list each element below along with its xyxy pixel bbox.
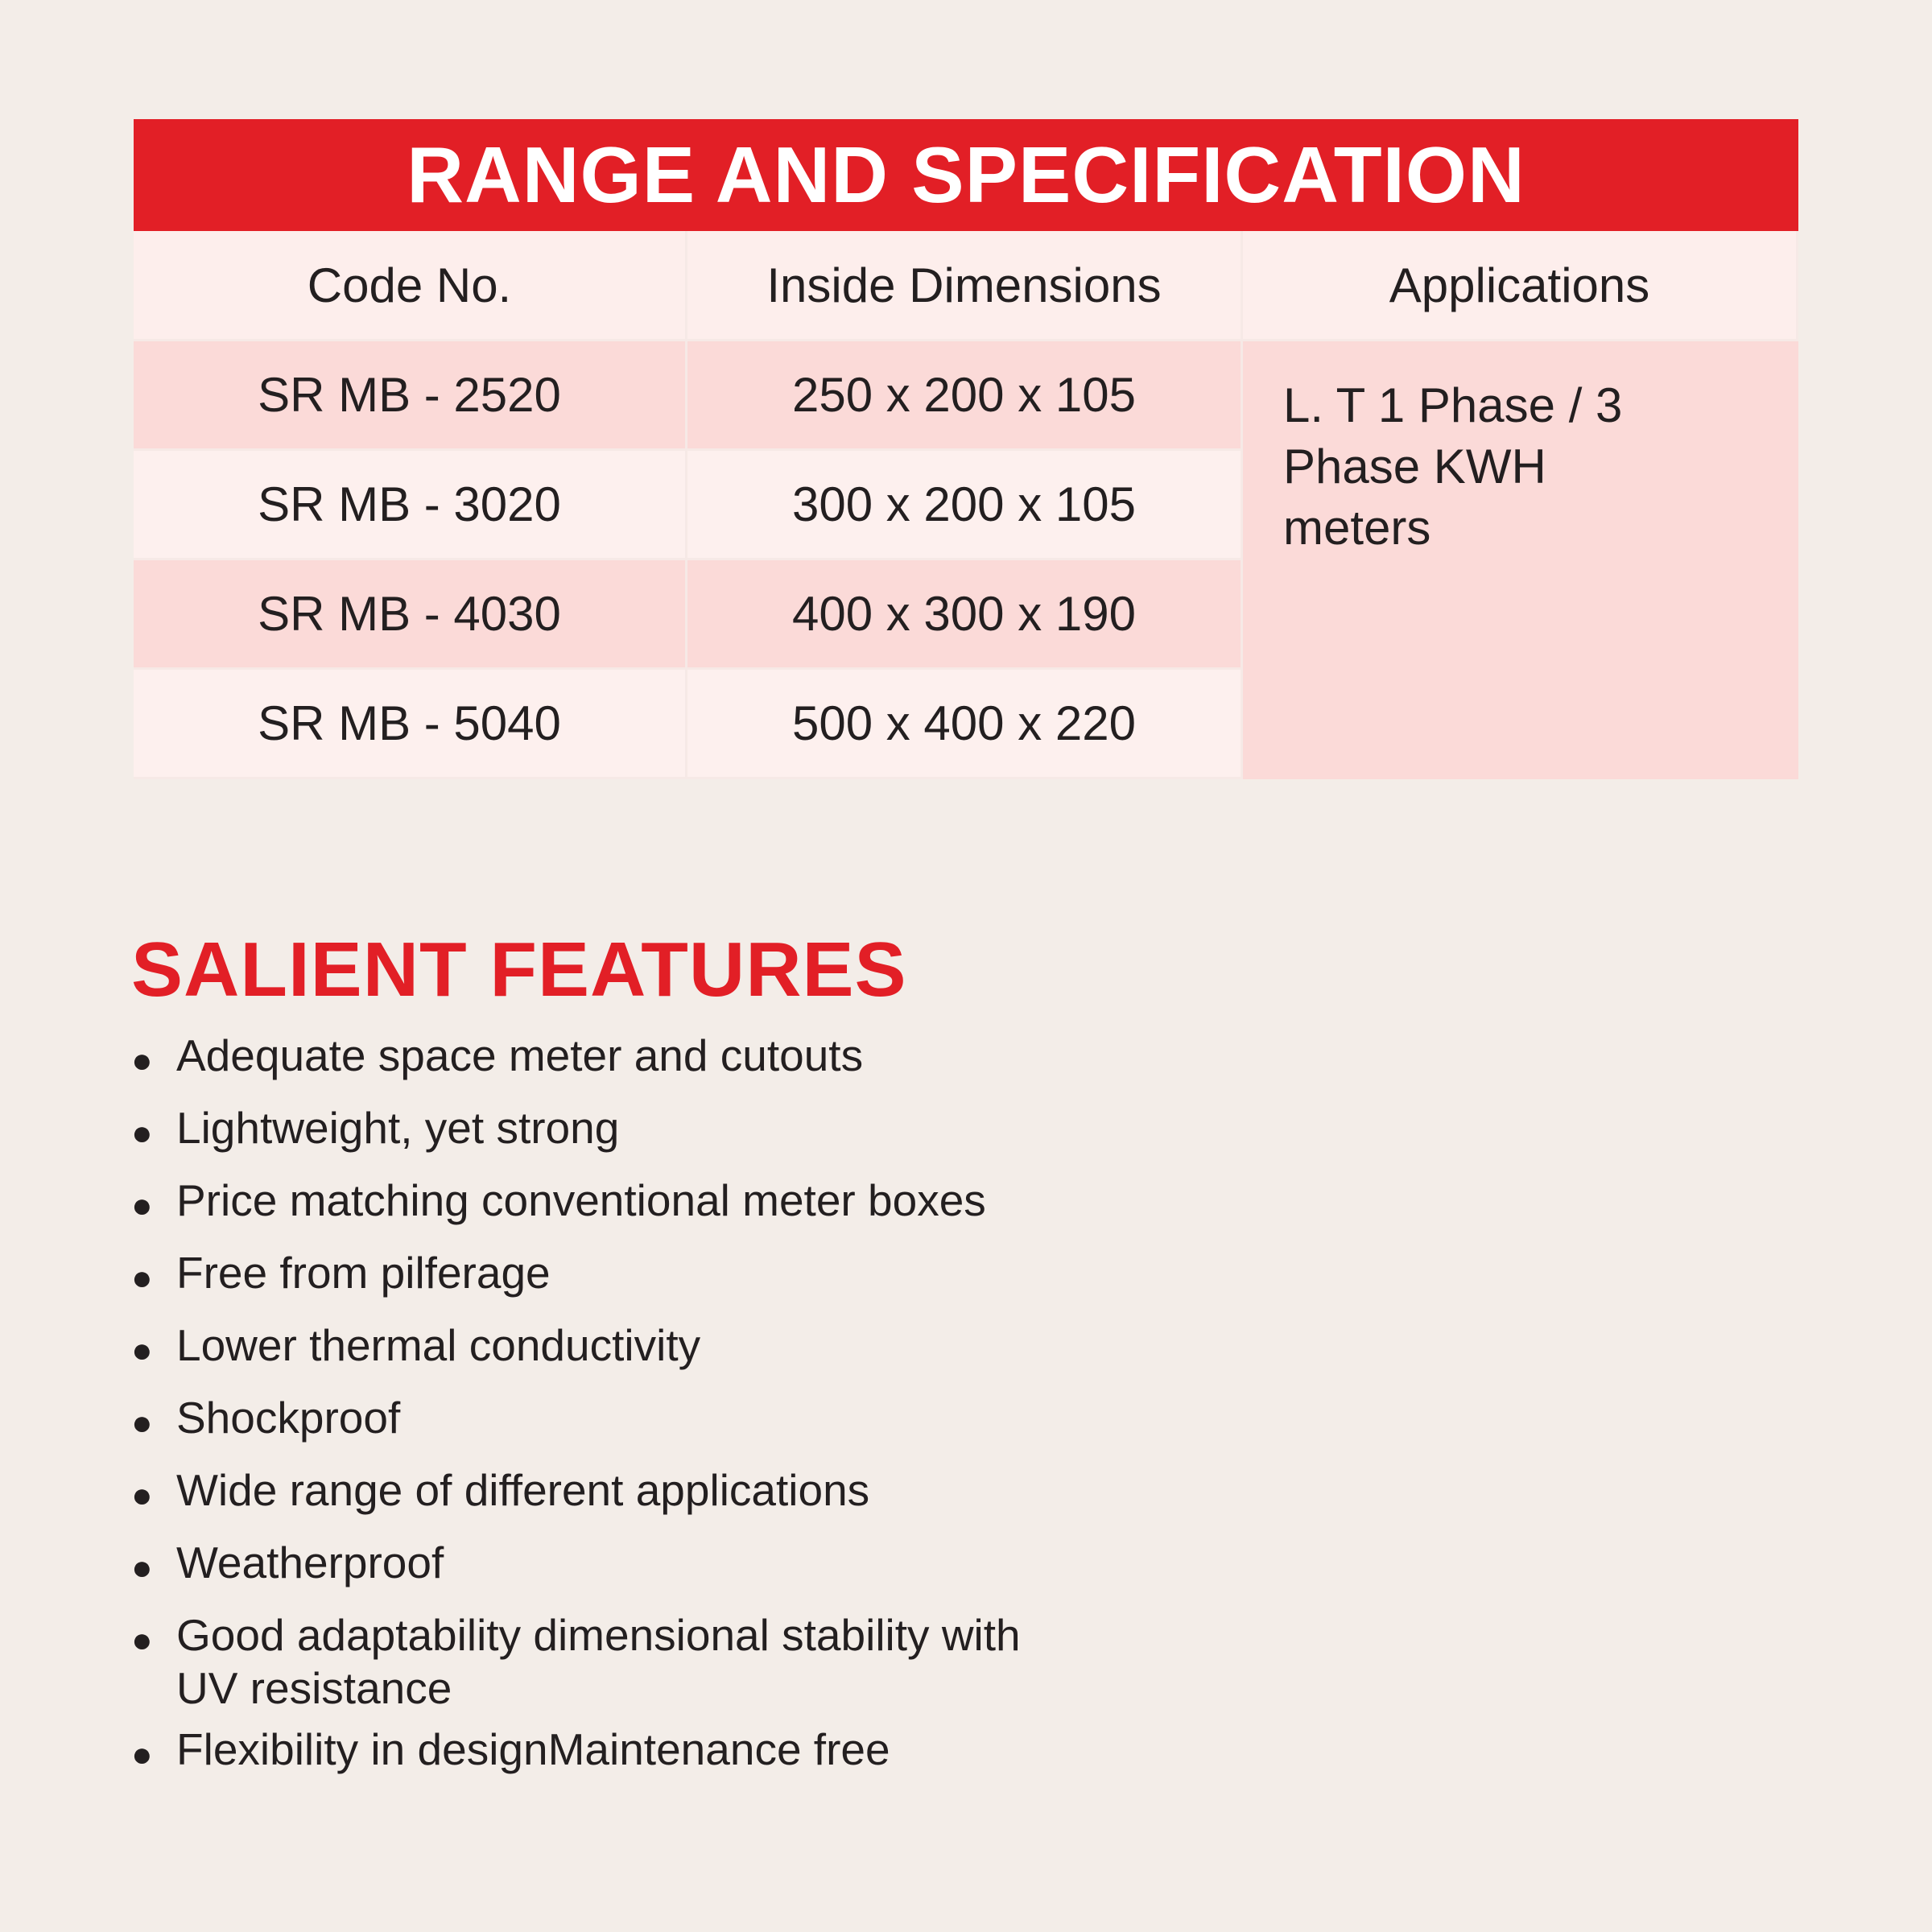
row-code: SR MB - 4030	[134, 560, 687, 670]
row-dimensions: 300 x 200 x 105	[687, 451, 1243, 560]
row-dimensions: 250 x 200 x 105	[687, 341, 1243, 451]
bullet-icon: ●	[131, 1735, 153, 1774]
bullet-icon: ●	[131, 1113, 153, 1153]
feature-text: Good adaptability dimensional stability with	[176, 1610, 1021, 1660]
applications-line: L. T 1 Phase / 3	[1283, 378, 1623, 432]
bullet-icon: ●	[131, 1186, 153, 1225]
feature-item	[131, 1536, 1258, 1600]
feature-item	[131, 1029, 1258, 1093]
bullet-icon: ●	[131, 1476, 153, 1515]
row-dimensions: 400 x 300 x 190	[687, 560, 1243, 670]
header-code: Code No.	[134, 231, 687, 341]
feature-text: Lightweight, yet strong	[176, 1103, 620, 1153]
features-title: SALIENT FEATURES	[131, 927, 907, 1013]
applications-cell	[1243, 341, 1798, 779]
row-code: SR MB - 5040	[134, 670, 687, 779]
feature-item	[131, 1463, 1258, 1528]
applications-line: meters	[1283, 501, 1431, 555]
spec-title: RANGE AND SPECIFICATION	[407, 130, 1525, 219]
bullet-icon: ●	[131, 1403, 153, 1443]
feature-text: Wide range of different applications	[176, 1465, 870, 1515]
feature-item	[131, 1608, 1258, 1715]
bullet-icon: ●	[131, 1548, 153, 1587]
bullet-icon: ●	[131, 1331, 153, 1370]
bullet-icon: ●	[131, 1620, 153, 1660]
row-code: SR MB - 3020	[134, 451, 687, 560]
feature-text: UV resistance	[176, 1663, 452, 1713]
feature-text: Flexibility in designMaintenance free	[176, 1724, 890, 1774]
header-dimensions: Inside Dimensions	[687, 231, 1243, 341]
feature-item	[131, 1246, 1258, 1311]
bullet-icon: ●	[131, 1041, 153, 1080]
header-applications: Applications	[1243, 231, 1798, 341]
feature-text: Weatherproof	[176, 1538, 444, 1587]
row-code: SR MB - 2520	[134, 341, 687, 451]
feature-text: Free from pilferage	[176, 1248, 551, 1298]
feature-item	[131, 1101, 1258, 1166]
feature-text-block	[176, 1608, 1021, 1715]
feature-text: Adequate space meter and cutouts	[176, 1030, 864, 1080]
feature-text: Lower thermal conductivity	[176, 1320, 701, 1370]
spec-title-bar	[134, 119, 1798, 231]
applications-line: Phase KWH	[1283, 440, 1546, 493]
feature-item	[131, 1174, 1258, 1238]
feature-text: Shockproof	[176, 1393, 401, 1443]
feature-item	[131, 1391, 1258, 1455]
row-dimensions: 500 x 400 x 220	[687, 670, 1243, 779]
feature-list	[131, 1029, 1258, 1787]
bullet-icon: ●	[131, 1258, 153, 1298]
spec-grid	[134, 231, 1798, 779]
feature-text: Price matching conventional meter boxes	[176, 1175, 986, 1225]
spec-table	[134, 119, 1798, 779]
feature-item	[131, 1319, 1258, 1383]
feature-item	[131, 1723, 1258, 1787]
salient-features	[131, 926, 1258, 1795]
